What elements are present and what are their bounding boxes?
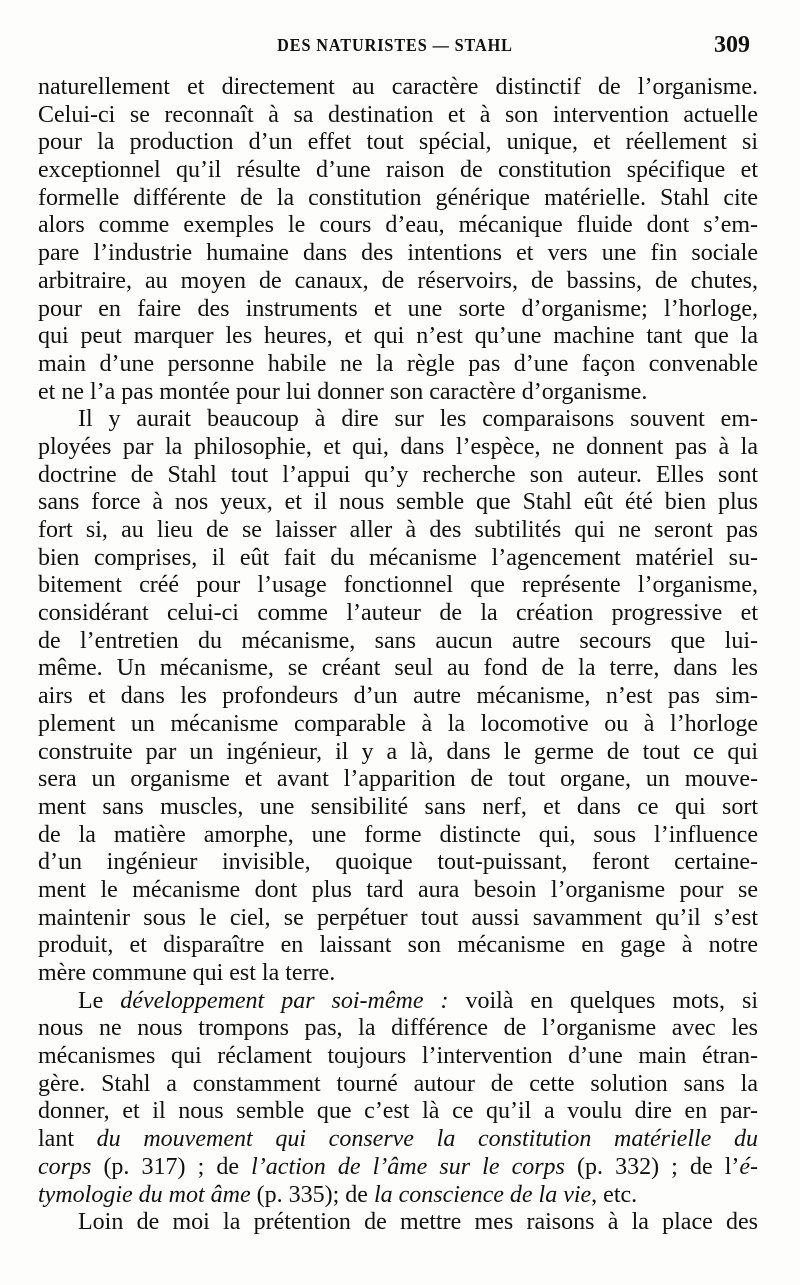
text-line: bitement créé pour l’usage fonctionnel que représente l’organisme, — [38, 572, 758, 599]
running-head: DES NATURISTES — STAHL — [277, 35, 513, 55]
text-line: construite par un ingénieur, il y a là, dans le germe de tout ce qui — [38, 738, 758, 765]
text-line: alors comme exemples le cours d’eau, mécanique fluide dont s’em- — [38, 212, 758, 239]
text-line: d’un ingénieur invisible, quoique tout-puissant, feront certaine- — [38, 849, 758, 876]
text-line: ment sans muscles, une sensibilité sans nerf, et dans ce qui sort — [38, 793, 758, 820]
paragraph-start-line: Loin de moi la prétention de mettre mes raisons à la place des — [78, 1209, 758, 1236]
text-line: qui peut marquer les heures, et qui n’est qu’une machine tant que la — [38, 323, 758, 350]
italic-run: é- — [739, 1153, 759, 1180]
italic-run: tymologie du mot âme — [38, 1181, 251, 1208]
text-line: pour la production d’un effet tout spécial, unique, et réellement si — [38, 129, 758, 156]
text-line: arbitraire, au moyen de canaux, de réservoirs, de bassins, de chutes, — [38, 267, 758, 294]
text-run: lant — [38, 1126, 97, 1153]
text-line — [38, 1154, 758, 1182]
text-line: Celui-ci se reconnaît à sa destination et à son intervention actuelle — [38, 101, 758, 128]
text-line: pare l’industrie humaine dans des intentions et vers une fin sociale — [38, 240, 758, 267]
italic-run: l’action de l’âme sur le corps — [251, 1153, 565, 1180]
text-line: bien comprises, il eût fait du mécanisme l’agencement matériel su- — [38, 544, 758, 571]
text-line: considérant celui-ci comme l’auteur de la création progressive et — [38, 600, 758, 627]
text-line: pour en faire des instruments et une sorte d’organisme; l’horloge, — [38, 295, 758, 322]
text-line: et ne l’a pas montée pour lui donner son caractère d’organisme. — [38, 378, 648, 405]
text-line: doctrine de Stahl tout l’appui qu’y recherche son auteur. Elles sont — [38, 461, 758, 488]
text-line: donner, et il nous semble que c’est là ce qu’il a voulu dire en par- — [38, 1098, 758, 1125]
text-run: Le — [78, 987, 121, 1014]
italic-run: développement par soi-même : — [120, 987, 449, 1014]
text-line: naturellement et directement au caractère distinctif de l’organisme. — [38, 74, 758, 100]
text-run: voilà en quelques mots, si — [448, 987, 759, 1014]
paragraph-start-line — [38, 988, 758, 1016]
page-header — [40, 30, 750, 66]
text-line — [38, 1126, 758, 1154]
text-line: ployées par la philosophie, et qui, dans l’espèce, ne donnent pas à la — [38, 433, 758, 460]
text-line: sans force à nos yeux, et il nous semble que Stahl eût été bien plus — [38, 489, 758, 516]
text-line: main d’une personne habile ne la règle pas d’une façon convenable — [38, 350, 758, 377]
text-line: mère commune qui est la terre. — [38, 960, 336, 986]
italic-run: corps — [38, 1153, 92, 1180]
text-line: formelle différente de la constitution générique matérielle. Stahl cite — [38, 184, 758, 211]
text-line: produit, et disparaître en laissant son mécanisme en gage à notre — [38, 932, 758, 959]
text-line: gère. Stahl a constamment tourné autour de cette solution sans la — [38, 1070, 758, 1097]
text-line: fort si, au lieu de se laisser aller à des subtilités qui ne seront pas — [38, 517, 758, 543]
text-run: (p. 335); de — [250, 1181, 374, 1208]
italic-run: du mouvement qui conserve la constitution matérielle du — [96, 1126, 758, 1153]
text-line: plement un mécanisme comparable à la locomotive ou à l’horloge — [38, 710, 758, 737]
text-run: , etc. — [591, 1181, 638, 1208]
text-run: (p. 332) ; de l’ — [564, 1153, 740, 1180]
text-line: même. Un mécanisme, se créant seul au fond de la terre, dans les — [38, 655, 758, 682]
text-run: (p. 317) ; de — [91, 1153, 252, 1180]
text-line: de la matière amorphe, une forme distincte qui, sous l’influence — [38, 821, 758, 848]
text-line — [38, 1182, 758, 1210]
text-line: de l’entretien du mécanisme, sans aucun autre secours que lui- — [38, 627, 758, 654]
italic-run: la conscience de la vie — [373, 1181, 592, 1208]
text-line: airs et dans les profondeurs d’un autre mécanisme, n’est pas sim- — [38, 683, 758, 710]
text-line: ment le mécanisme dont plus tard aura besoin l’organisme pour se — [38, 876, 758, 903]
text-line: exceptionnel qu’il résulte d’une raison de constitution spécifique et — [38, 157, 758, 184]
text-line: maintenir sous le ciel, se perpétuer tout aussi savamment qu’il s’est — [38, 904, 758, 931]
page-number: 309 — [714, 32, 750, 58]
paragraph-start-line: Il y aurait beaucoup à dire sur les comparaisons souvent em- — [78, 406, 758, 433]
body-text — [38, 74, 758, 1237]
text-line: nous ne nous trompons pas, la différence de l’organisme avec les — [38, 1015, 758, 1042]
text-line: mécanismes qui réclament toujours l’intervention d’une main étran- — [38, 1043, 758, 1070]
text-line: sera un organisme et avant l’apparition de tout organe, un mouve- — [38, 766, 758, 793]
